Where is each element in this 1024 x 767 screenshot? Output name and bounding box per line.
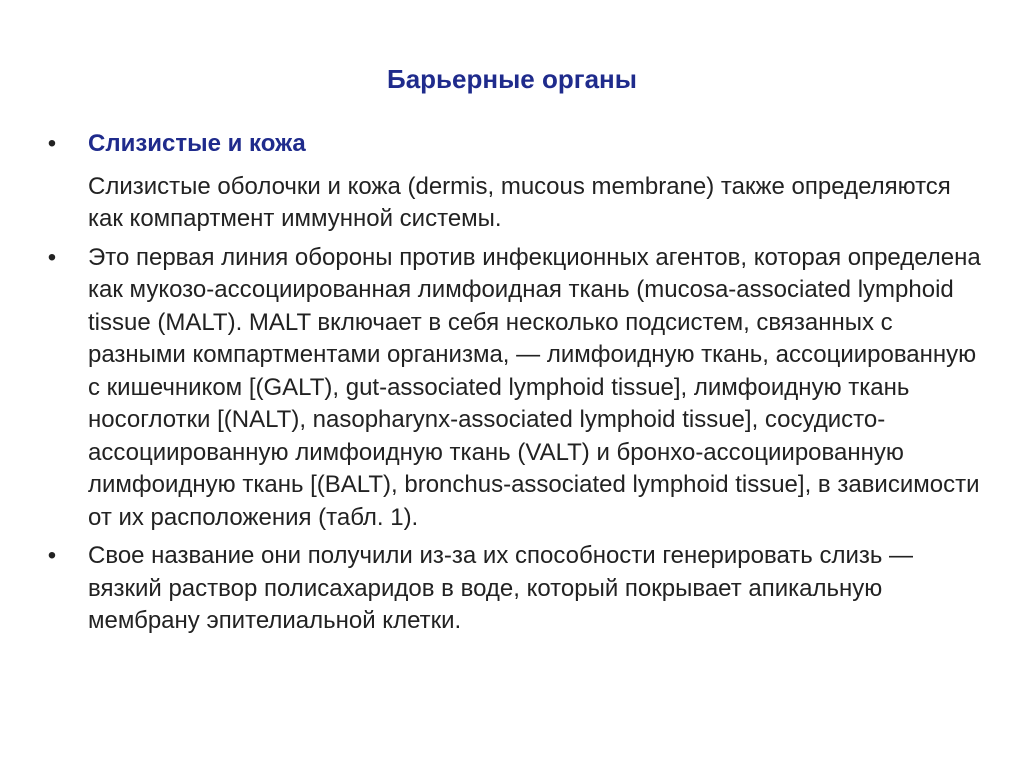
bullet-item-mucosa-skin [42,128,987,236]
bullet-item-mucus [42,540,987,638]
bullet-text: Слизистые оболочки и кожа (dermis, mucous membrane) также определяются как компартмент иммунной системы. [88,172,951,232]
bullet-icon: • [47,542,57,569]
bullet-icon: • [47,130,57,157]
slide-title: Барьерные органы [387,64,637,94]
bullet-item-malt [42,242,987,535]
bullet-heading: Слизистые и кожа [88,130,306,157]
bullet-text: Свое название они получили из-за их способности генерировать слизь — вязкий раствор полисахаридов в воде, который покрывает апикальную мембрану эпителиальной клетки. [88,542,914,634]
bullet-text: Это первая линия обороны против инфекционных агентов, которая определена как мукозо-ассоциированная лимфоидная ткань (mucosa-associated lymphoid tissue (MALT). MALT включает в себя несколько подсистем, связанных с разными компартментами организма, — лимфоидную ткань, ассоциированную с кишечником [(GALT), gut-associated lymphoid tissue], лимфоидную ткань носоглотки [(NALT), nasopharynx-associated lymphoid tissue], сосудисто-ассоциированную лимфоидную ткань (VALT) и бронхо-ассоциированную лимфоидную ткань [(BALT), bronchus-associated lymphoid tissue], в зависимости от их расположения (табл. 1). [88,243,981,531]
bullet-icon: • [47,243,57,271]
bullet-list [42,128,987,644]
